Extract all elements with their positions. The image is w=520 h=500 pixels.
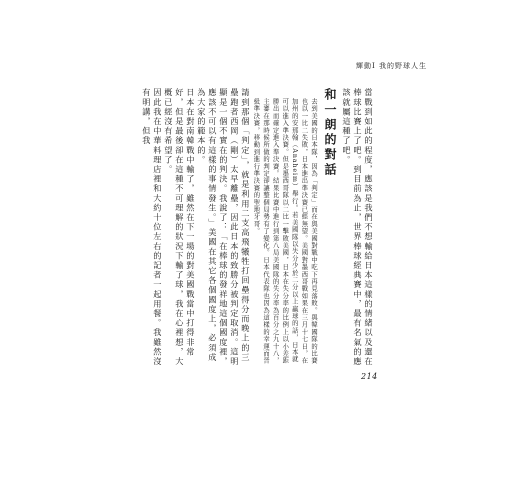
paragraph: 當戰到如此的程度，應該是我們不想輸給日本這樣的情緒以及還在棒球比賽上了吧。到目前為止，世界棒球經典賽中，最有名氣的應該就屬這種了吧。 xyxy=(342,88,374,367)
indented-quote: 去到美國的日本隊，因為「判定」而在與美國對戰中吃下再見落敗。與韓國隊的比賽也以一比二失敗，日本進出準決賽已經無望。美國對墨西哥戰如果在三月十七日，在加州的安那翰（Anaheim）舉行。若美國隊以失分少於二分以上贏球的話，日本就可以進入準決賽。但是墨西哥隊以二比一擊敗美國，日本在失分率的比例上以小差距勝出而確定進入準決賽。結果比賽中進行到第八局美國隊的失分率為百分之九十八，主審在那時候所做的判定卻讓整個局勢有了變化。日本代表隊也因為這樣的幸運而晉級準決賽，移動到進行準決賽的聖地牙哥。 xyxy=(252,98,317,365)
vertical-text-body xyxy=(138,88,374,370)
paragraph: 請到那個「判定」，就是利用二支高飛犧牲打回壘得分而晚上的三壘跑者西岡（剛）太早離壘，因此日本的致勝分被判定取消。這明顯是一個不實在的判決。我說了：「在棒球的發祥地這個國度裡，應該不可以有這樣的事情發生。」美國在其它各個國度上，必須成為大家的範本的。 xyxy=(196,88,251,367)
paragraph: 日本在對南韓戰中輸了，雖然在下一場的對美國戰當中打得非常好，但是最後卻在這種不可理解的狀況下輸了球，我在心裡想，大概已經沒有希望了。 xyxy=(163,88,196,367)
section-title: 和一朗的對話 xyxy=(323,88,337,178)
paragraph: 因此我在中華料理店裡和大約十位左右的記者一起用餐。我雖然沒有明講，但我 xyxy=(141,88,163,367)
running-header: 輝動Ⅰ 我的野球人生 xyxy=(356,62,427,70)
page-number: 214 xyxy=(361,372,378,381)
